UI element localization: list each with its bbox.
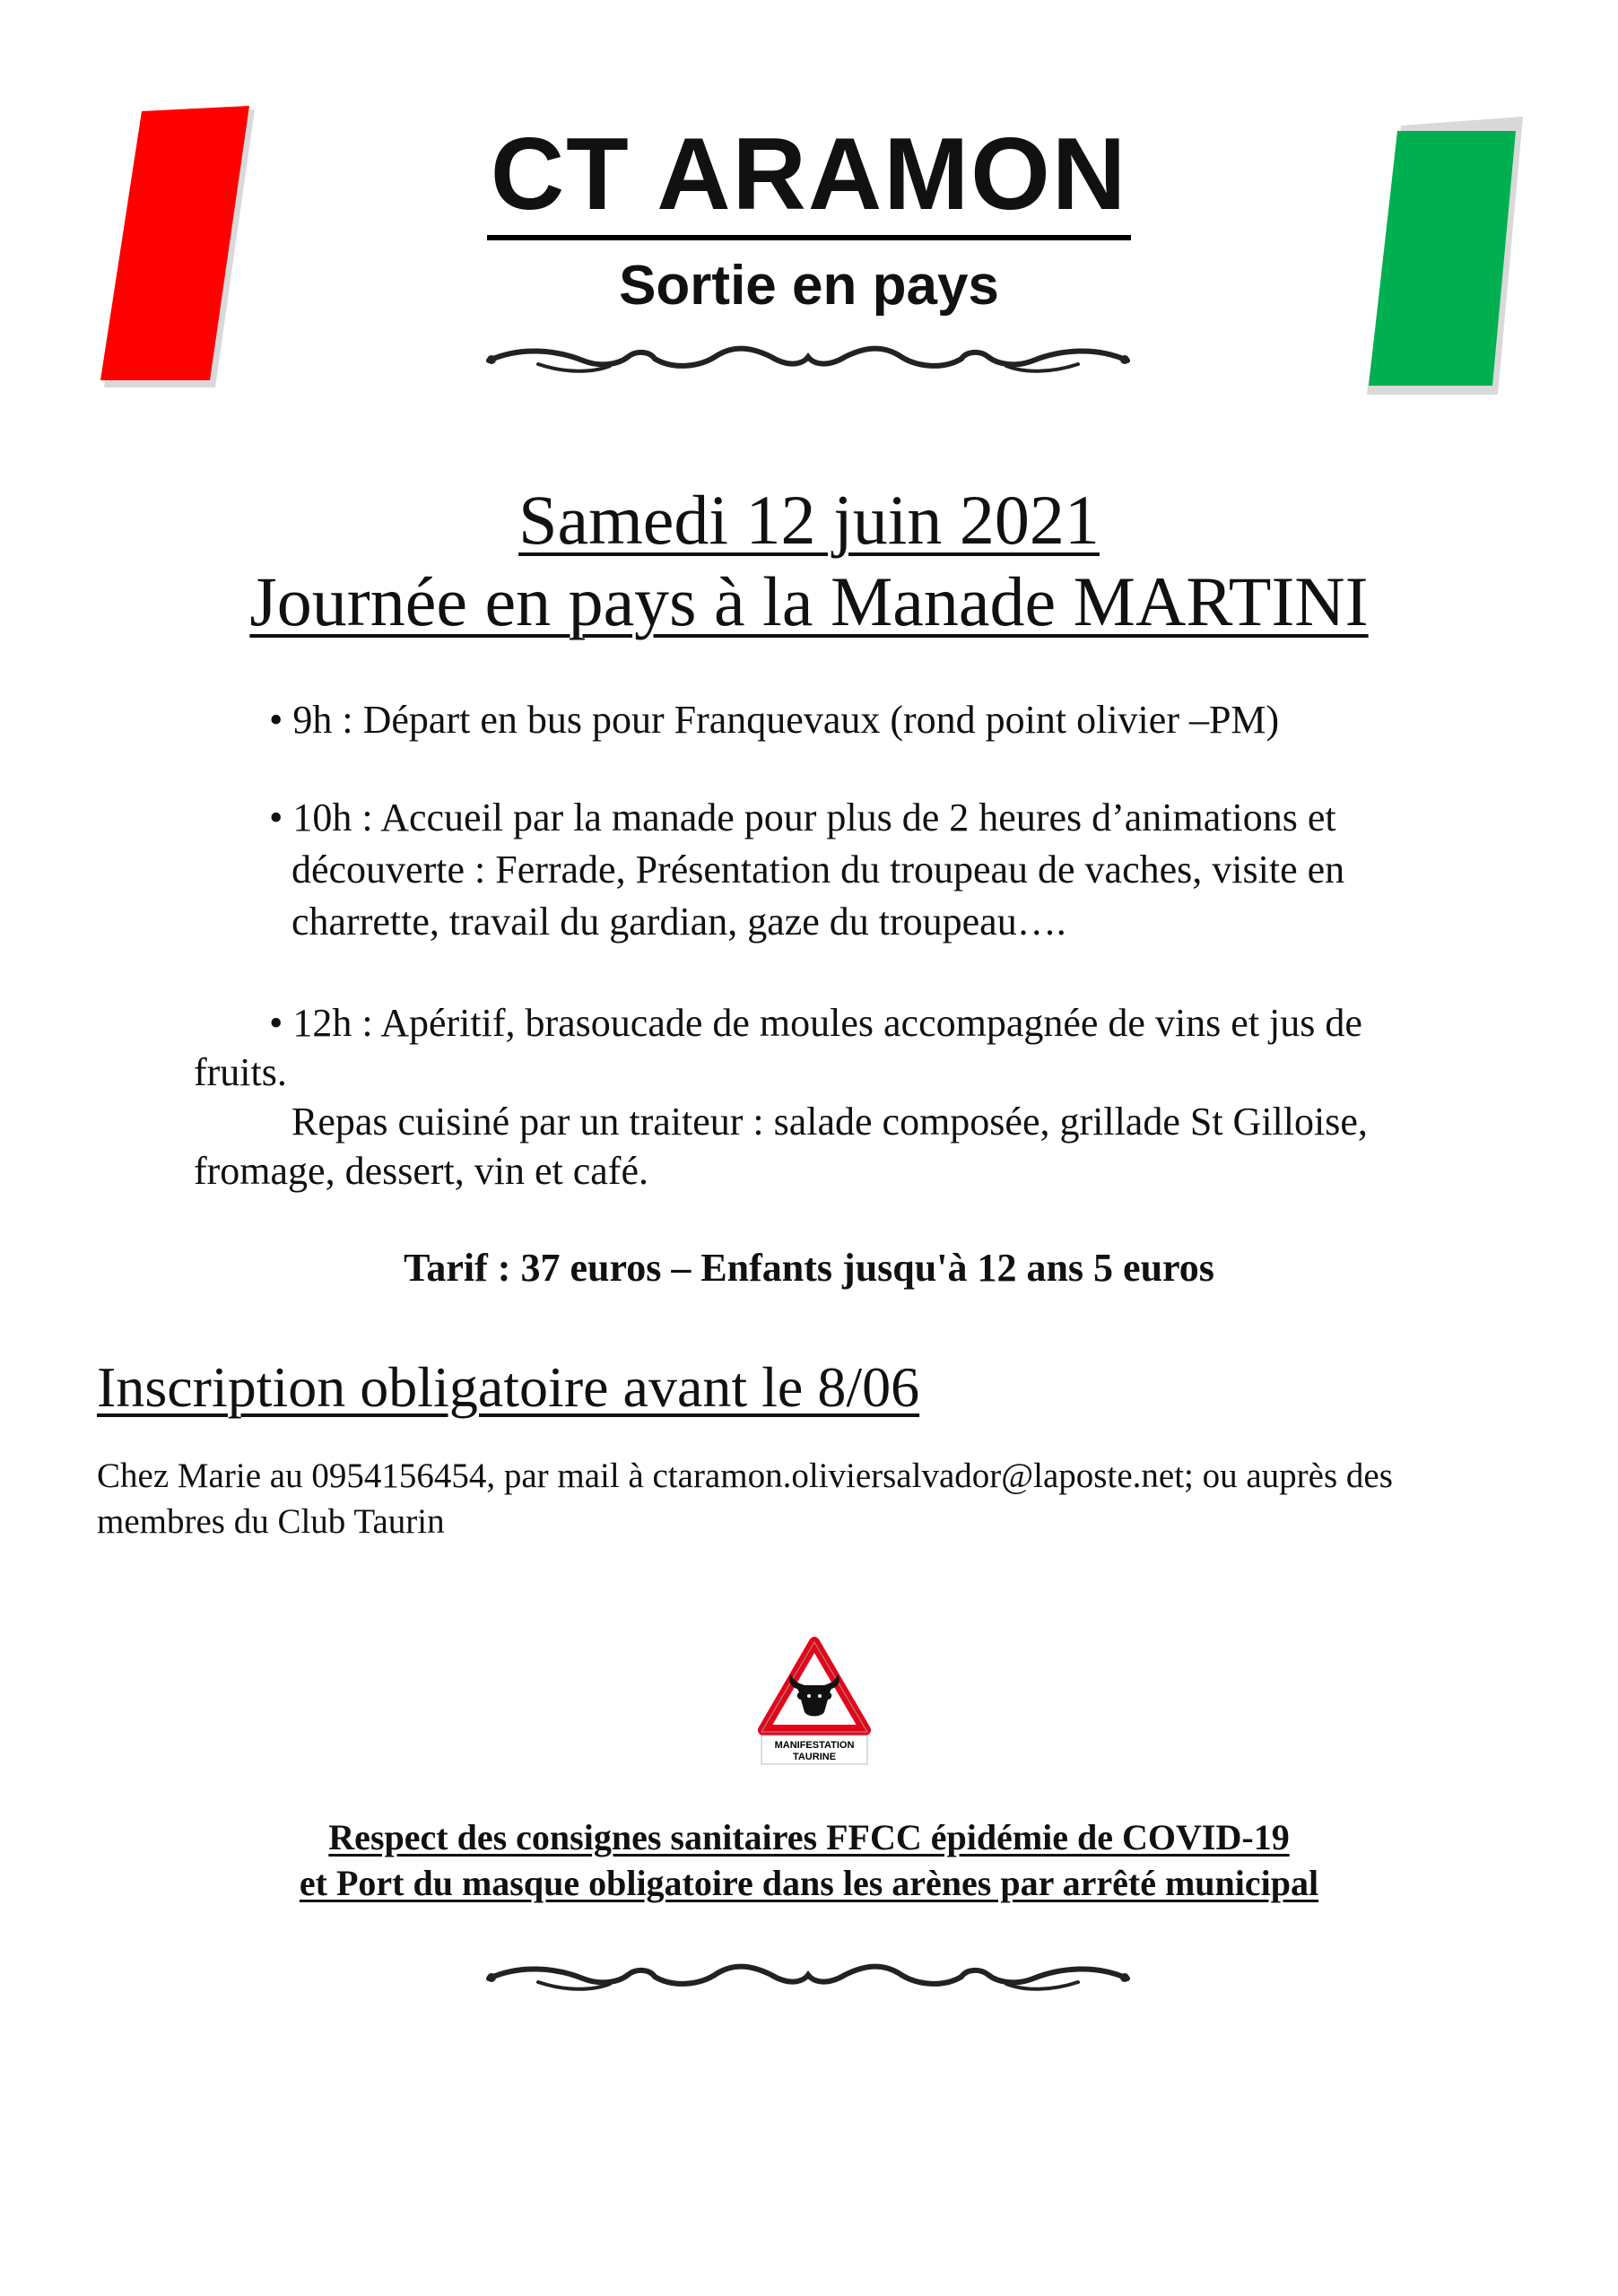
price-line: Tarif : 37 euros – Enfants jusqu'à 12 ans 5 euros: [404, 1246, 1214, 1290]
program-item-12h-line4: fromage, dessert, vin et café.: [194, 1149, 648, 1193]
program-item-9h: • 9h : Départ en bus pour Franquevaux (rond point olivier –PM): [269, 698, 1280, 742]
bull-warning-sign-icon: [758, 1637, 871, 1767]
sign-label-2: TAURINE: [792, 1752, 837, 1762]
ornament-divider-bottom: [484, 1955, 1132, 2000]
program-item-10h-line1: • 10h : Accueil par la manade pour plus de 2 heures d’animations et: [269, 796, 1336, 839]
registration-contact: [97, 1453, 1532, 1544]
registration-heading: Inscription obligatoire avant le 8/06: [97, 1355, 920, 1419]
event-date: Samedi 12 juin 2021: [518, 481, 1100, 559]
ornament-divider-top: [484, 337, 1132, 382]
page-title: CT ARAMON: [0, 124, 1618, 226]
program-item-12h-line1: • 12h : Apéritif, brasoucade de moules accompagnée de vins et jus de: [269, 1001, 1362, 1045]
sign-label-1: MANIFESTATION: [774, 1740, 855, 1751]
sanitary-notice-line2: et Port du masque obligatoire dans les arènes par arrêté municipal: [299, 1863, 1319, 1903]
program-item-10h-line2: découverte : Ferrade, Présentation du troupeau de vaches, visite en: [291, 848, 1345, 891]
program-item-12h-line3: Repas cuisiné par un traiteur : salade composée, grillade St Gilloise,: [291, 1100, 1368, 1144]
program-item-10h-line3: charrette, travail du gardian, gaze du troupeau….: [291, 900, 1066, 944]
program-item-12h-line2: fruits.: [194, 1050, 287, 1094]
sanitary-notice-line1: Respect des consignes sanitaires FFCC épidémie de COVID-19: [328, 1817, 1290, 1857]
event-headline: Journée en pays à la Manade MARTINI: [249, 562, 1369, 640]
contact-line-1: Chez Marie au 0954156454, par mail à ctaramon.oliviersalvador@laposte.net; ou auprès des: [97, 1457, 1393, 1495]
page-subtitle: Sortie en pays: [619, 255, 999, 317]
contact-line-2: membres du Club Taurin: [97, 1502, 445, 1541]
